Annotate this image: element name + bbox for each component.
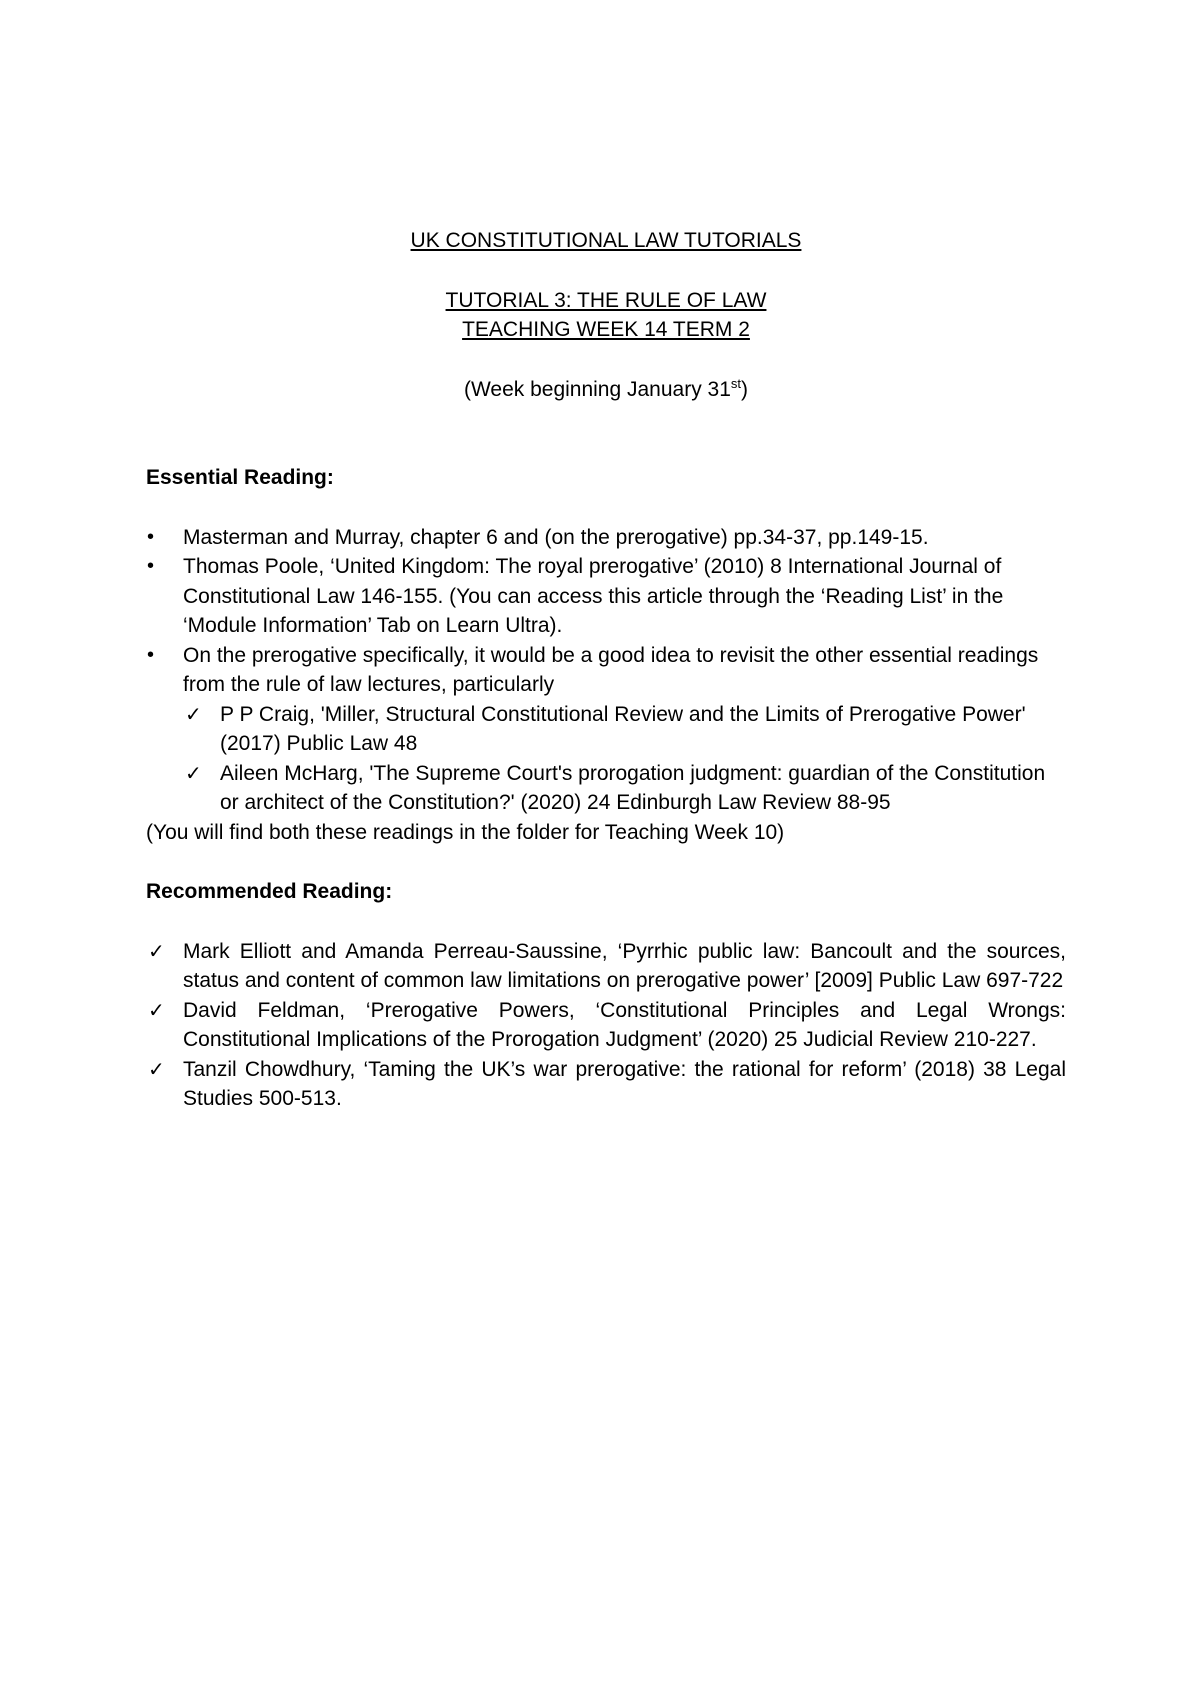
list-item bbox=[183, 759, 1066, 818]
reading-text: Thomas Poole, ‘United Kingdom: The royal prerogative’ (2010) 8 International Journal of Constitutional Law 146-155. (You can access this article through the ‘Reading List’ in the ‘Module Information’ Tab on Learn Ultra). bbox=[183, 555, 1004, 637]
tutorial-title: TUTORIAL 3: THE RULE OF LAW bbox=[445, 288, 767, 312]
checkmark-icon: ✓ bbox=[148, 1056, 165, 1081]
checkmark-icon: ✓ bbox=[148, 997, 165, 1022]
recommended-reading-heading: Recommended Reading: bbox=[146, 880, 393, 903]
bullet-icon: • bbox=[147, 643, 155, 666]
list-item bbox=[146, 641, 1066, 818]
list-item bbox=[146, 523, 1066, 553]
list-item bbox=[146, 937, 1066, 996]
reading-location-note: (You will find both these readings in the folder for Teaching Week 10) bbox=[146, 820, 785, 844]
list-item bbox=[146, 996, 1066, 1055]
essential-reading-heading: Essential Reading: bbox=[146, 466, 334, 489]
reading-text: Mark Elliott and Amanda Perreau-Saussine, ‘Pyrrhic public law: Bancoult and the sources, status and content of common law limitations on prerogative power’ [2009] Public Law 697-722 bbox=[183, 939, 1066, 992]
checkmark-icon: ✓ bbox=[185, 760, 202, 785]
checkmark-icon: ✓ bbox=[148, 938, 165, 963]
document-body bbox=[146, 226, 1066, 1114]
reading-text: P P Craig, 'Miller, Structural Constitutional Review and the Limits of Prerogative Power' (2017) Public Law 48 bbox=[220, 702, 1026, 755]
list-item bbox=[183, 700, 1066, 759]
bullet-icon: • bbox=[147, 525, 155, 548]
date-text: (Week beginning January 31 bbox=[463, 377, 731, 401]
reading-text: On the prerogative specifically, it would be a good idea to revisit the other essential readings from the rule of law lectures, particularly bbox=[183, 643, 1039, 696]
date-ordinal-suffix: st bbox=[730, 375, 742, 391]
reading-text: Aileen McHarg, 'The Supreme Court's prorogation judgment: guardian of the Constitution or architect of the Constitution?' (2020) 24 Edinburgh Law Review 88-95 bbox=[220, 761, 1046, 814]
week-beginning-date bbox=[146, 375, 1066, 405]
list-item bbox=[146, 552, 1066, 641]
list-item bbox=[146, 1055, 1066, 1114]
teaching-week: TEACHING WEEK 14 TERM 2 bbox=[462, 318, 750, 341]
document-title: UK CONSTITUTIONAL LAW TUTORIALS bbox=[410, 229, 802, 252]
reading-text: Masterman and Murray, chapter 6 and (on the prerogative) pp.34-37, pp.149-15. bbox=[183, 525, 929, 549]
recommended-reading-list bbox=[146, 937, 1066, 1114]
checkmark-icon: ✓ bbox=[185, 701, 202, 726]
reading-text: Tanzil Chowdhury, ‘Taming the UK’s war prerogative: the rational for reform’ (2018) 38 Legal Studies 500-513. bbox=[183, 1057, 1066, 1110]
date-close: ) bbox=[741, 377, 749, 401]
essential-sub-reading-list bbox=[183, 700, 1066, 818]
reading-text: David Feldman, ‘Prerogative Powers, ‘Constitutional Principles and Legal Wrongs: Constitutional Implications of the Prorogation Judgment’ (2020) 25 Judicial Review 210-227. bbox=[183, 998, 1066, 1051]
bullet-icon: • bbox=[147, 555, 155, 577]
essential-reading-list bbox=[146, 523, 1066, 818]
